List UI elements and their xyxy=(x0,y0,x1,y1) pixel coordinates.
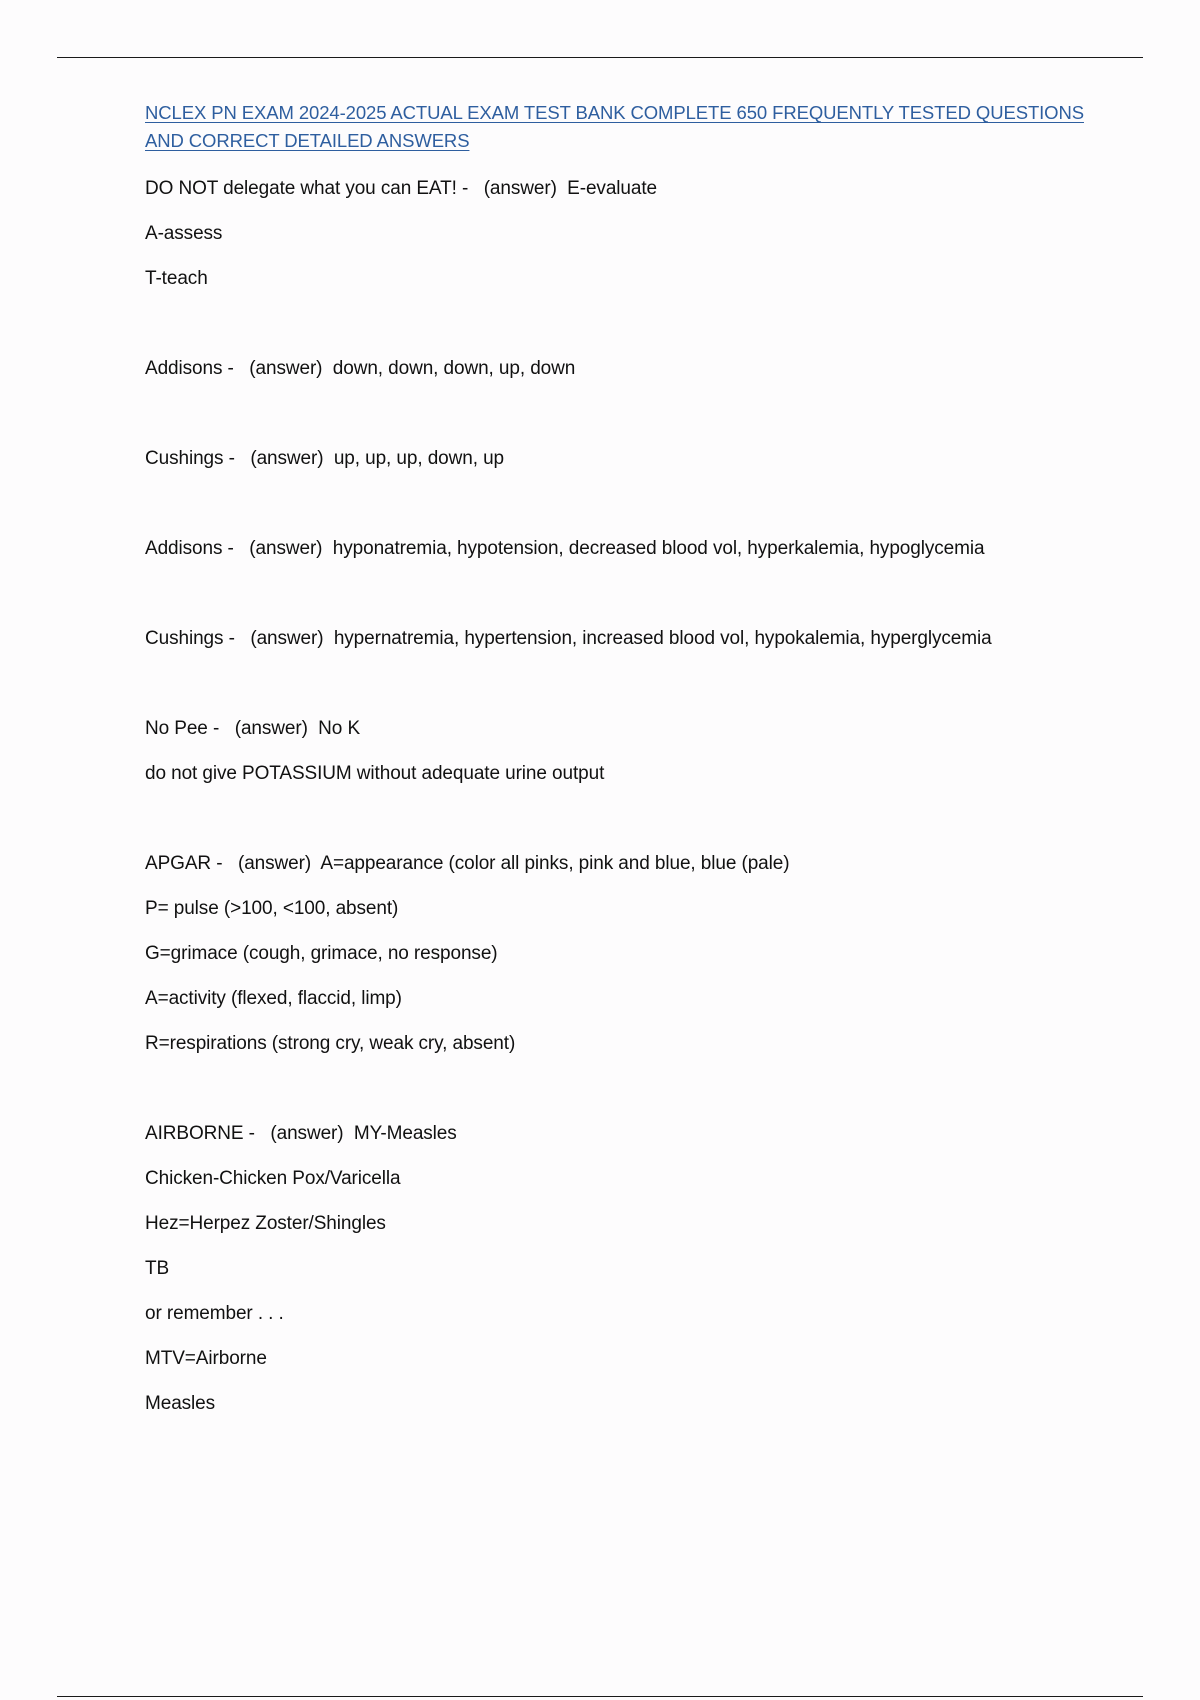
spacer xyxy=(145,402,1085,447)
qa-airborne-answer-line: MTV=Airborne xyxy=(145,1348,267,1369)
qa-delegate-answer-line: A-assess xyxy=(145,223,223,244)
qa-airborne: AIRBORNE - (answer) MY-Measles xyxy=(145,1123,457,1144)
header-rule xyxy=(57,57,1143,58)
qa-addisons-findings: Addisons - (answer) hyponatremia, hypotension, decreased blood vol, hyperkalemia, hypoglycemia xyxy=(145,538,985,559)
qa-airborne-answer-line: Chicken-Chicken Pox/Varicella xyxy=(145,1168,401,1189)
qa-cushings-findings: Cushings - (answer) hypernatremia, hypertension, increased blood vol, hypokalemia, hyperglycemia xyxy=(145,628,992,649)
qa-apgar: APGAR - (answer) A=appearance (color all pinks, pink and blue, blue (pale) xyxy=(145,853,790,874)
title-line-1[interactable]: NCLEX PN EXAM 2024-2025 ACTUAL EXAM TEST BANK COMPLETE 650 FREQUENTLY TESTED QUESTIONS xyxy=(145,102,1084,123)
qa-apgar-answer-line: G=grimace (cough, grimace, no response) xyxy=(145,943,498,964)
spacer xyxy=(145,492,1085,537)
qa-apgar-answer-line: P= pulse (>100, <100, absent) xyxy=(145,898,399,919)
spacer xyxy=(145,582,1085,627)
qa-no-pee: No Pee - (answer) No K xyxy=(145,718,361,739)
spacer xyxy=(145,1077,1085,1122)
spacer xyxy=(145,807,1085,852)
spacer xyxy=(145,312,1085,357)
title-line-2[interactable]: AND CORRECT DETAILED ANSWERS xyxy=(145,130,470,151)
qa-cushings-direction: Cushings - (answer) up, up, up, down, up xyxy=(145,448,505,469)
qa-airborne-answer-line: Hez=Herpez Zoster/Shingles xyxy=(145,1213,386,1234)
qa-no-pee-answer-line: do not give POTASSIUM without adequate urine output xyxy=(145,763,605,784)
footer-rule xyxy=(57,1696,1143,1697)
qa-delegate-question: DO NOT delegate what you can EAT! - (answer) E-evaluate xyxy=(145,178,657,199)
qa-addisons-direction: Addisons - (answer) down, down, down, up, down xyxy=(145,358,576,379)
document-body xyxy=(145,99,1085,1437)
qa-airborne-answer-line: TB xyxy=(145,1258,170,1279)
qa-apgar-answer-line: R=respirations (strong cry, weak cry, absent) xyxy=(145,1033,516,1054)
qa-delegate-answer-line: T-teach xyxy=(145,268,208,289)
qa-airborne-answer-line: or remember . . . xyxy=(145,1303,284,1324)
document-title[interactable] xyxy=(145,99,1085,155)
qa-airborne-answer-line: Measles xyxy=(145,1393,216,1414)
spacer xyxy=(145,672,1085,717)
qa-apgar-answer-line: A=activity (flexed, flaccid, limp) xyxy=(145,988,402,1009)
